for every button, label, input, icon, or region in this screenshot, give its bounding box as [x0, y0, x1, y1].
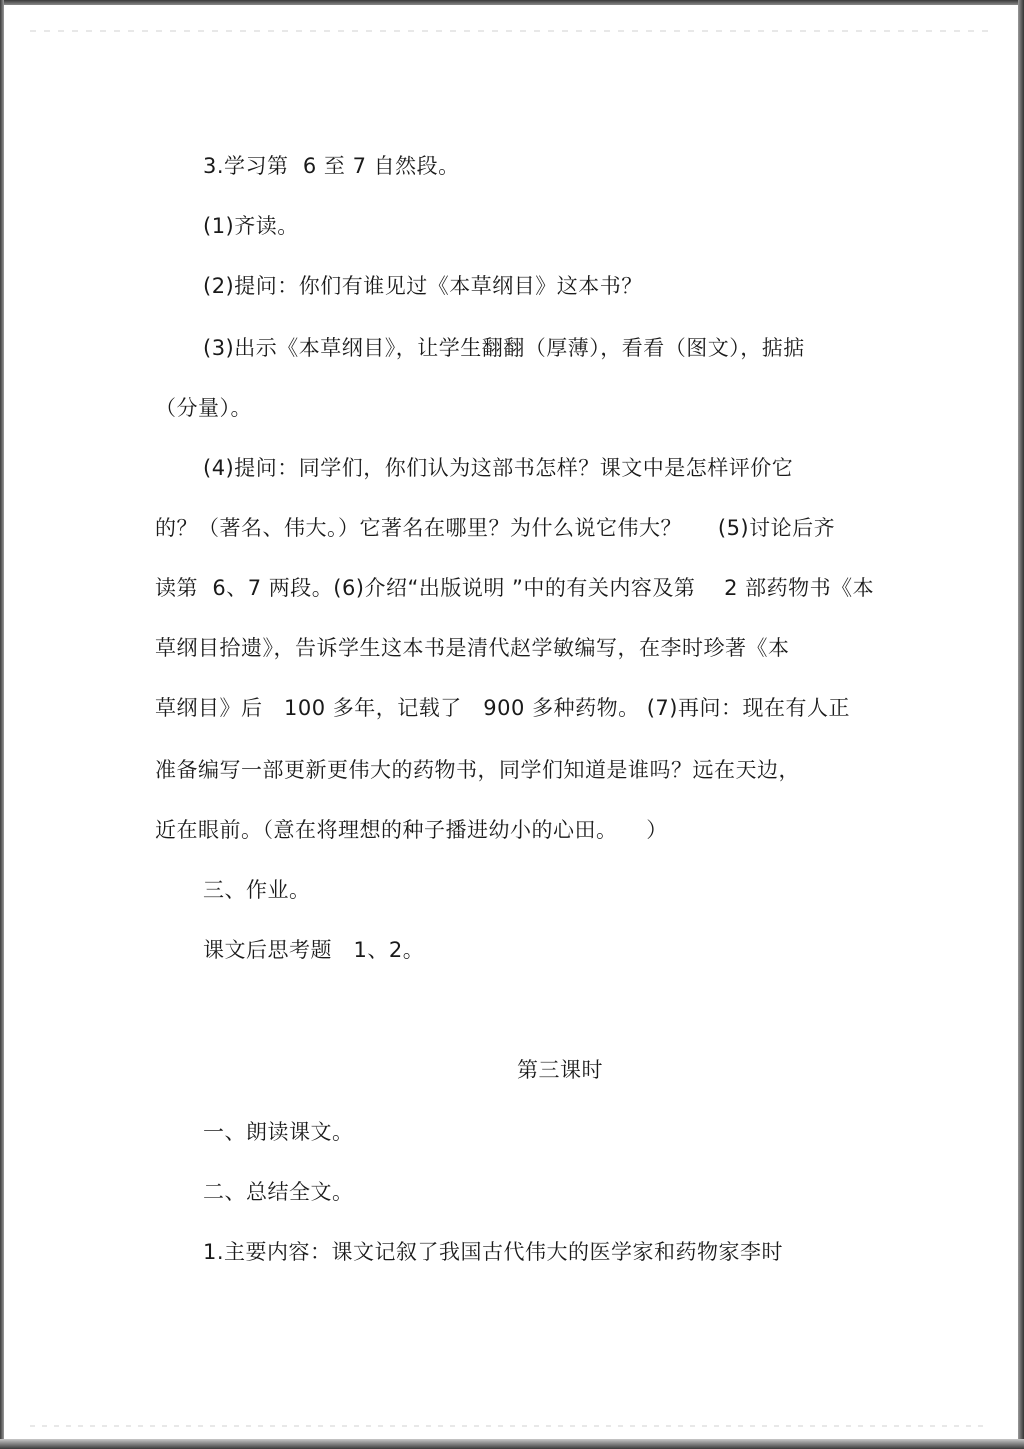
step-item-4-cont-4: 草纲目》后 100 多年，记载了 900 多种药物。 (7)再问：现在有人正: [155, 696, 850, 720]
scan-speckle-top: [30, 30, 990, 32]
lesson-title: 第三课时: [517, 1058, 603, 1082]
page-edge-top: [0, 0, 1024, 5]
page-edge-bottom: [0, 1439, 1024, 1449]
section-summary: 二、总结全文。: [203, 1180, 354, 1204]
page-edge-right: [1018, 0, 1024, 1449]
step-item-4-cont-3: 草纲目拾遗》，告诉学生这本书是清代赵学敏编写，在李时珍著《本: [155, 636, 790, 660]
homework-item: 课文后思考题 1、2。: [203, 938, 425, 962]
scan-speckle-bottom: [30, 1425, 990, 1427]
step-item-4-cont-1: 的？（著名、伟大。）它著名在哪里？为什么说它伟大？ (5)讨论后齐: [155, 516, 836, 540]
step-item-4: (4)提问：同学们，你们认为这部书怎样？课文中是怎样评价它: [203, 456, 794, 480]
page-edge-left: [0, 0, 4, 1449]
step-item-1: (1)齐读。: [203, 214, 299, 238]
section-homework: 三、作业。: [203, 878, 311, 902]
step-item-3-cont: （分量）。: [155, 396, 252, 420]
step-item-4-cont-2: 读第 6、7 两段。(6)介绍“出版说明 ”中的有关内容及第 2 部药物书《本: [155, 576, 875, 600]
summary-item-1: 1.主要内容：课文记叙了我国古代伟大的医学家和药物家李时: [203, 1240, 784, 1264]
step-heading: 3.学习第 6 至 7 自然段。: [203, 154, 460, 178]
step-item-4-cont-5: 准备编写一部更新更伟大的药物书，同学们知道是谁吗？远在天边，: [155, 758, 800, 782]
step-item-4-cont-6: 近在眼前。（意在将理想的种子播进幼小的心田。 ）: [155, 818, 668, 842]
step-item-2: (2)提问：你们有谁见过《本草纲目》这本书？: [203, 274, 643, 298]
section-read-aloud: 一、朗读课文。: [203, 1120, 354, 1144]
step-item-3: (3)出示《本草纲目》，让学生翻翻（厚薄），看看（图文），掂掂: [203, 336, 805, 360]
